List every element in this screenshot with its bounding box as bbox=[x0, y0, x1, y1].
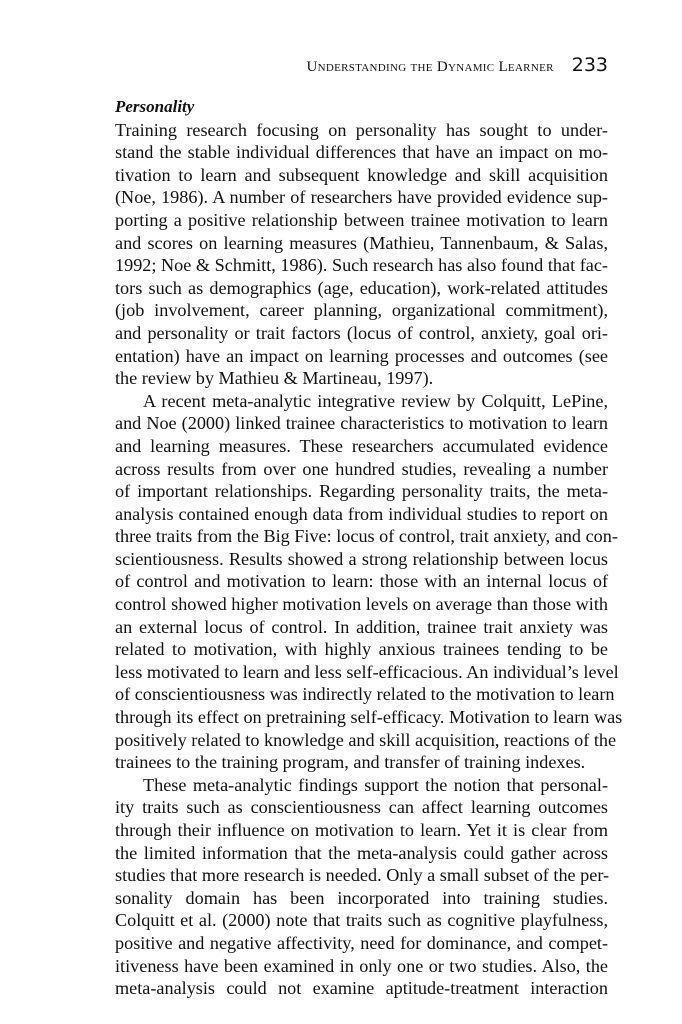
text-line: porting a positive relationship between trainee motivation to learn bbox=[115, 209, 608, 230]
text-line: ity traits such as conscientiousness can affect learning outcomes bbox=[115, 797, 608, 818]
text-line: of important relationships. Regarding personality traits, the meta- bbox=[115, 481, 608, 502]
text-line: trainees to the training program, and transfer of training indexes. bbox=[115, 752, 586, 773]
text-line: an external locus of control. In addition, trainee trait anxiety was bbox=[115, 616, 608, 637]
page-number: 233 bbox=[571, 54, 608, 76]
text-line: scientiousness. Results showed a strong relationship between locus bbox=[115, 548, 608, 569]
text-line: stand the stable individual differences that have an impact on mo- bbox=[115, 142, 608, 163]
text-line: three traits from the Big Five: locus of control, trait anxiety, and con- bbox=[115, 526, 618, 547]
paragraph bbox=[115, 390, 623, 774]
paragraph bbox=[115, 774, 608, 1000]
text-line: tors such as demographics (age, education), work-related attitudes bbox=[115, 277, 608, 298]
text-line: Colquitt et al. (2000) note that traits such as cognitive playfulness, bbox=[115, 910, 608, 931]
paragraphs bbox=[115, 119, 623, 1000]
text-line: of conscientiousness was indirectly related to the motivation to learn bbox=[115, 684, 615, 705]
text-line: meta-analysis could not examine aptitude-treatment interaction bbox=[115, 978, 608, 999]
text-line: less motivated to learn and less self-efficacious. An individual’s level bbox=[115, 661, 619, 682]
body-text bbox=[115, 96, 623, 1000]
running-head-title: Understanding the Dynamic Learner bbox=[306, 59, 554, 75]
text-line: the review by Mathieu & Martineau, 1997). bbox=[115, 368, 434, 389]
section-heading: Personality bbox=[115, 97, 195, 116]
text-line: entation) have an impact on learning processes and outcomes (see bbox=[115, 345, 608, 366]
text-line: (Noe, 1986). A number of researchers have provided evidence sup- bbox=[115, 187, 608, 208]
text-line: related to motivation, with highly anxious trainees tending to be bbox=[115, 639, 608, 660]
text-line: the limited information that the meta-analysis could gather across bbox=[115, 842, 608, 863]
text-line: analysis contained enough data from individual studies to report on bbox=[115, 503, 608, 524]
text-line: tivation to learn and subsequent knowledge and skill acquisition bbox=[115, 164, 608, 185]
text-line: and personality or trait factors (locus of control, anxiety, goal ori- bbox=[115, 322, 608, 343]
text-line: Training research focusing on personality has sought to under- bbox=[115, 119, 608, 140]
text-line: through its effect on pretraining self-efficacy. Motivation to learn was bbox=[115, 707, 623, 728]
text-line: through their influence on motivation to learn. Yet it is clear from bbox=[115, 820, 608, 840]
running-head bbox=[115, 54, 608, 76]
text-line: studies that more research is needed. Only a small subset of the per- bbox=[115, 865, 610, 886]
text-line: control showed higher motivation levels on average than those with bbox=[115, 594, 608, 615]
text-line: across results from over one hundred studies, revealing a number bbox=[115, 458, 608, 479]
paragraph bbox=[115, 119, 608, 390]
text-line: sonality domain has been incorporated into training studies. bbox=[115, 887, 608, 908]
text-line: positively related to knowledge and skill acquisition, reactions of the bbox=[115, 729, 617, 750]
text-line: of control and motivation to learn: those with an internal locus of bbox=[115, 571, 608, 592]
text-line: 1992; Noe & Schmitt, 1986). Such research has also found that fac- bbox=[115, 255, 608, 276]
text-line: and Noe (2000) linked trainee characteristics to motivation to learn bbox=[115, 413, 608, 434]
text-line: itiveness have been examined in only one or two studies. Also, the bbox=[115, 955, 608, 976]
text-line: A recent meta-analytic integrative review by Colquitt, LePine, bbox=[143, 390, 608, 411]
text-line: and learning measures. These researchers accumulated evidence bbox=[115, 435, 608, 456]
text-line: and scores on learning measures (Mathieu, Tannenbaum, & Salas, bbox=[115, 232, 608, 253]
text-line: These meta-analytic findings support the notion that personal- bbox=[143, 774, 608, 795]
text-line: positive and negative affectivity, need for dominance, and compet- bbox=[115, 932, 608, 953]
text-line: (job involvement, career planning, organizational commitment), bbox=[115, 300, 608, 321]
